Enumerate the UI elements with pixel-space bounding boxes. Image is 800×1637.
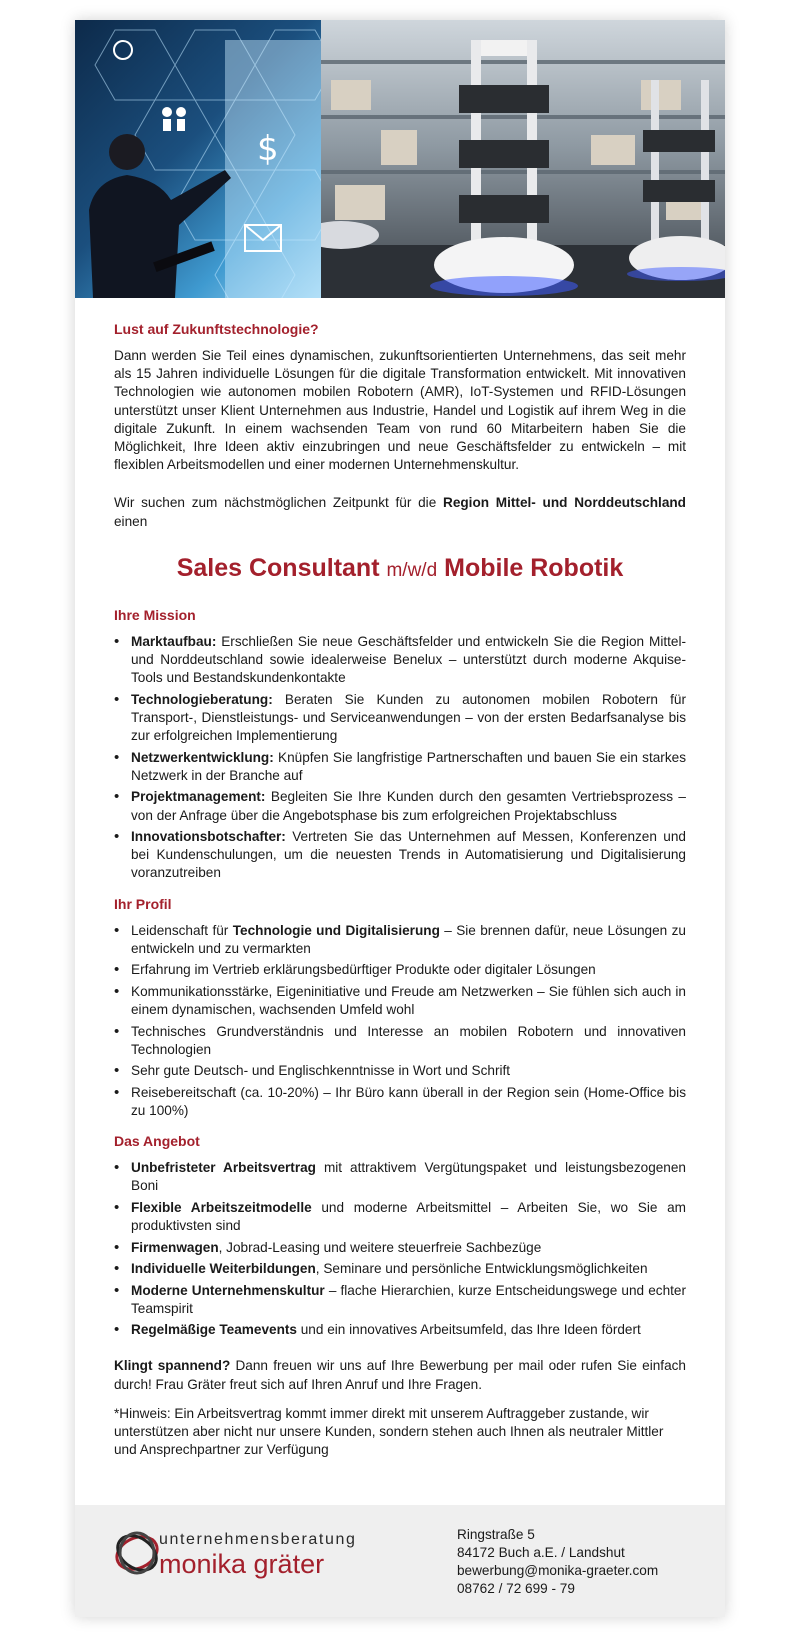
mission-item-text: Knüpfen Sie langfristige Partnerschaften und bauen Sie ein starkes Netzwerk in der Branche auf	[131, 749, 686, 783]
search-region: Region Mittel- und Norddeutschland	[443, 495, 686, 511]
mission-item-title: Projektmanagement:	[131, 789, 266, 805]
offer-item-text: – flache Hierarchien, kurze Entscheidungswege und echter Teamspirit	[131, 1282, 687, 1316]
profile-list	[114, 922, 686, 1121]
contact-street: Ringstraße 5	[457, 1527, 535, 1542]
mission-item	[114, 788, 686, 824]
job-title-gender: m/w/d	[386, 559, 438, 581]
offer-item-title: Flexible Arbeitszeitmodelle	[131, 1199, 312, 1215]
search-prefix: Wir suchen zum nächstmöglichen Zeitpunkt für die	[114, 495, 443, 511]
footnote: *Hinweis: Ein Arbeitsvertrag kommt immer direkt mit unserem Auftraggeber zustande, wir unterstützen aber nicht nur unsere Kunden, sondern stehen auch Ihnen als neutraler Mittler und Ansprechpartner zur Verfügung	[114, 1405, 664, 1458]
offer-item-title: Moderne Unternehmenskultur	[131, 1282, 325, 1298]
mission-list	[114, 633, 686, 883]
mission-item	[114, 828, 686, 883]
main-content	[114, 320, 686, 1460]
mission-item	[114, 691, 686, 746]
logo-line2: monika gräter	[159, 1549, 325, 1579]
offer-item-text: und moderne Arbeitsmittel – Arbeiten Sie, wo Sie am produktivsten sind	[131, 1199, 686, 1234]
profile-item-bold: Technologie und Digitalisierung	[232, 922, 440, 938]
profile-item: • Kommunikationsstärke, Eigeninitiative und Freude am Netzwerken – Sie fühlen sich auch in einem dynamischen, wachsenden Umfeld wohl	[114, 983, 686, 1019]
profile-item	[114, 922, 686, 958]
mission-item	[114, 633, 686, 688]
offer-item-text: mit attraktivem Vergütungspaket und leistungsbezogenen Boni	[131, 1160, 686, 1194]
profile-item: • Reisebereitschaft (ca. 10-20%) – Ihr Büro kann überall in der Region sein (Home-Office bis zu 100%)	[114, 1084, 686, 1120]
offer-item	[114, 1159, 686, 1195]
mission-item-title: Netzwerkentwicklung:	[131, 749, 274, 765]
intro-heading: Lust auf Zukunftstechnologie?	[114, 321, 319, 337]
contact-phone[interactable]: 08762 / 72 699 - 79	[457, 1581, 575, 1596]
search-suffix: einen	[114, 513, 148, 529]
intro-paragraph: Dann werden Sie Teil eines dynamischen, zukunftsorientierten Unternehmens, das seit mehr als 15 Jahren individuelle Lösungen für die digitale Transformation entwickelt. Mit innovativen Technologien wie autonomen mobilen Robotern (AMR), IoT-Systemen und RFID-Lösungen unterstützt unser Klient Unternehmen aus Industrie, Handel und Logistik auf ihrem Weg in die digitale Zukunft. In einem wachsenden Team von rund 60 Mitarbeitern haben Sie die Möglichkeit, Ihre Ideen aktiv einzubringen und neue Geschäftsfelder zu entwickeln – mit flexiblen Arbeitsmodellen und einer modernen Unternehmenskultur.	[114, 348, 686, 473]
closing-paragraph	[114, 1357, 686, 1393]
offer-item-title: Unbefristeter Arbeitsvertrag	[131, 1160, 316, 1176]
offer-item-text: , Seminare und persönliche Entwicklungsmöglichkeiten	[315, 1261, 648, 1277]
mission-item-title: Innovationsbotschafter:	[131, 829, 286, 845]
mission-heading: Ihre Mission	[114, 606, 196, 623]
profile-item-suffix: – Sie brennen dafür, neue Lösungen zu entwickeln und zu vermarkten	[131, 922, 686, 956]
closing-bold: Klingt spannend?	[114, 1358, 231, 1374]
dollar-icon: $	[257, 129, 279, 169]
cloud-icon	[114, 41, 132, 59]
search-paragraph	[114, 494, 686, 530]
offer-item-title: Firmenwagen	[131, 1239, 219, 1255]
offer-heading: Das Angebot	[114, 1133, 200, 1150]
profile-item: • Erfahrung im Vertrieb erklärungsbedürftiger Produkte oder digitaler Lösungen	[114, 961, 686, 979]
mission-item-text: Begleiten Sie Ihre Kunden durch den gesamten Vertriebsprozess – von der Anfrage über die Angebotsphase bis zum erfolgreichen Projektabschluss	[131, 789, 686, 823]
contact-city: 84172 Buch a.E. / Landshut	[457, 1545, 625, 1560]
job-title-part2: Mobile Robotik	[444, 553, 624, 582]
logo-line1: unternehmensberatung	[159, 1531, 357, 1548]
mission-item-text: Erschließen Sie neue Geschäftsfelder und entwickeln Sie die Region Mittel- und Norddeutschland sowie idealerweise Benelux – unterstützt durch moderne Akquise-Tools und Bestandskundenkontakte	[131, 633, 686, 686]
offer-item-text: und ein innovatives Arbeitsumfeld, das Ihre Ideen fördert	[296, 1322, 641, 1338]
job-ad-sheet	[75, 20, 725, 1617]
profile-item: • Technisches Grundverständnis und Interesse an mobilen Robotern und innovativen Technologien	[114, 1023, 686, 1059]
offer-item	[114, 1260, 686, 1278]
job-title-part1: Sales Consultant	[176, 553, 380, 582]
mission-item-text: Vertreten Sie das Unternehmen auf Messen, Konferenzen und bei Kundenschulungen, um die neuesten Trends in Automatisierung und Digitalisierung voranzutreiben	[131, 829, 686, 881]
offer-item	[114, 1239, 686, 1257]
offer-item-title: Individuelle Weiterbildungen	[131, 1261, 316, 1277]
mission-item	[114, 749, 686, 785]
offer-list	[114, 1159, 686, 1339]
profile-item: • Sehr gute Deutsch- und Englischkenntnisse in Wort und Schrift	[114, 1062, 686, 1080]
offer-item-title: Regelmäßige Teamevents	[131, 1322, 297, 1338]
mission-item-text: Beraten Sie Kunden zu autonomen mobilen Robotern für Transport-, Dienstleistungs- und Serviceanwendungen – von der ersten Bedarfsanalyse bis zur erfolgreichen Implementierung	[131, 691, 686, 744]
profile-item-prefix: Leidenschaft für	[131, 922, 233, 938]
offer-item	[114, 1199, 686, 1235]
closing-text: Dann freuen wir uns auf Ihre Bewerbung per mail oder rufen Sie einfach durch! Frau Gräter freut sich auf Ihren Anruf und Ihre Fragen.	[114, 1358, 686, 1392]
offer-item	[114, 1321, 686, 1339]
profile-heading: Ihr Profil	[114, 895, 172, 912]
contact-address	[457, 1526, 658, 1598]
job-title	[114, 552, 686, 587]
company-logo	[113, 1526, 357, 1582]
offer-item	[114, 1282, 686, 1318]
contact-email[interactable]: bewerbung@monika-graeter.com	[457, 1563, 659, 1578]
hex-network-graphic	[75, 20, 321, 298]
mission-item-title: Technologieberatung:	[131, 691, 273, 707]
robot-graphic	[321, 20, 725, 298]
footer	[75, 1505, 725, 1617]
hero-digital-scene	[75, 20, 321, 298]
offer-item-text: , Jobrad-Leasing und weitere steuerfreie Sachbezüge	[218, 1239, 542, 1255]
mission-item-title: Marktaufbau:	[131, 633, 217, 649]
hero-robot-warehouse	[321, 20, 725, 298]
user-icon	[162, 107, 172, 117]
hero-image	[75, 20, 725, 298]
